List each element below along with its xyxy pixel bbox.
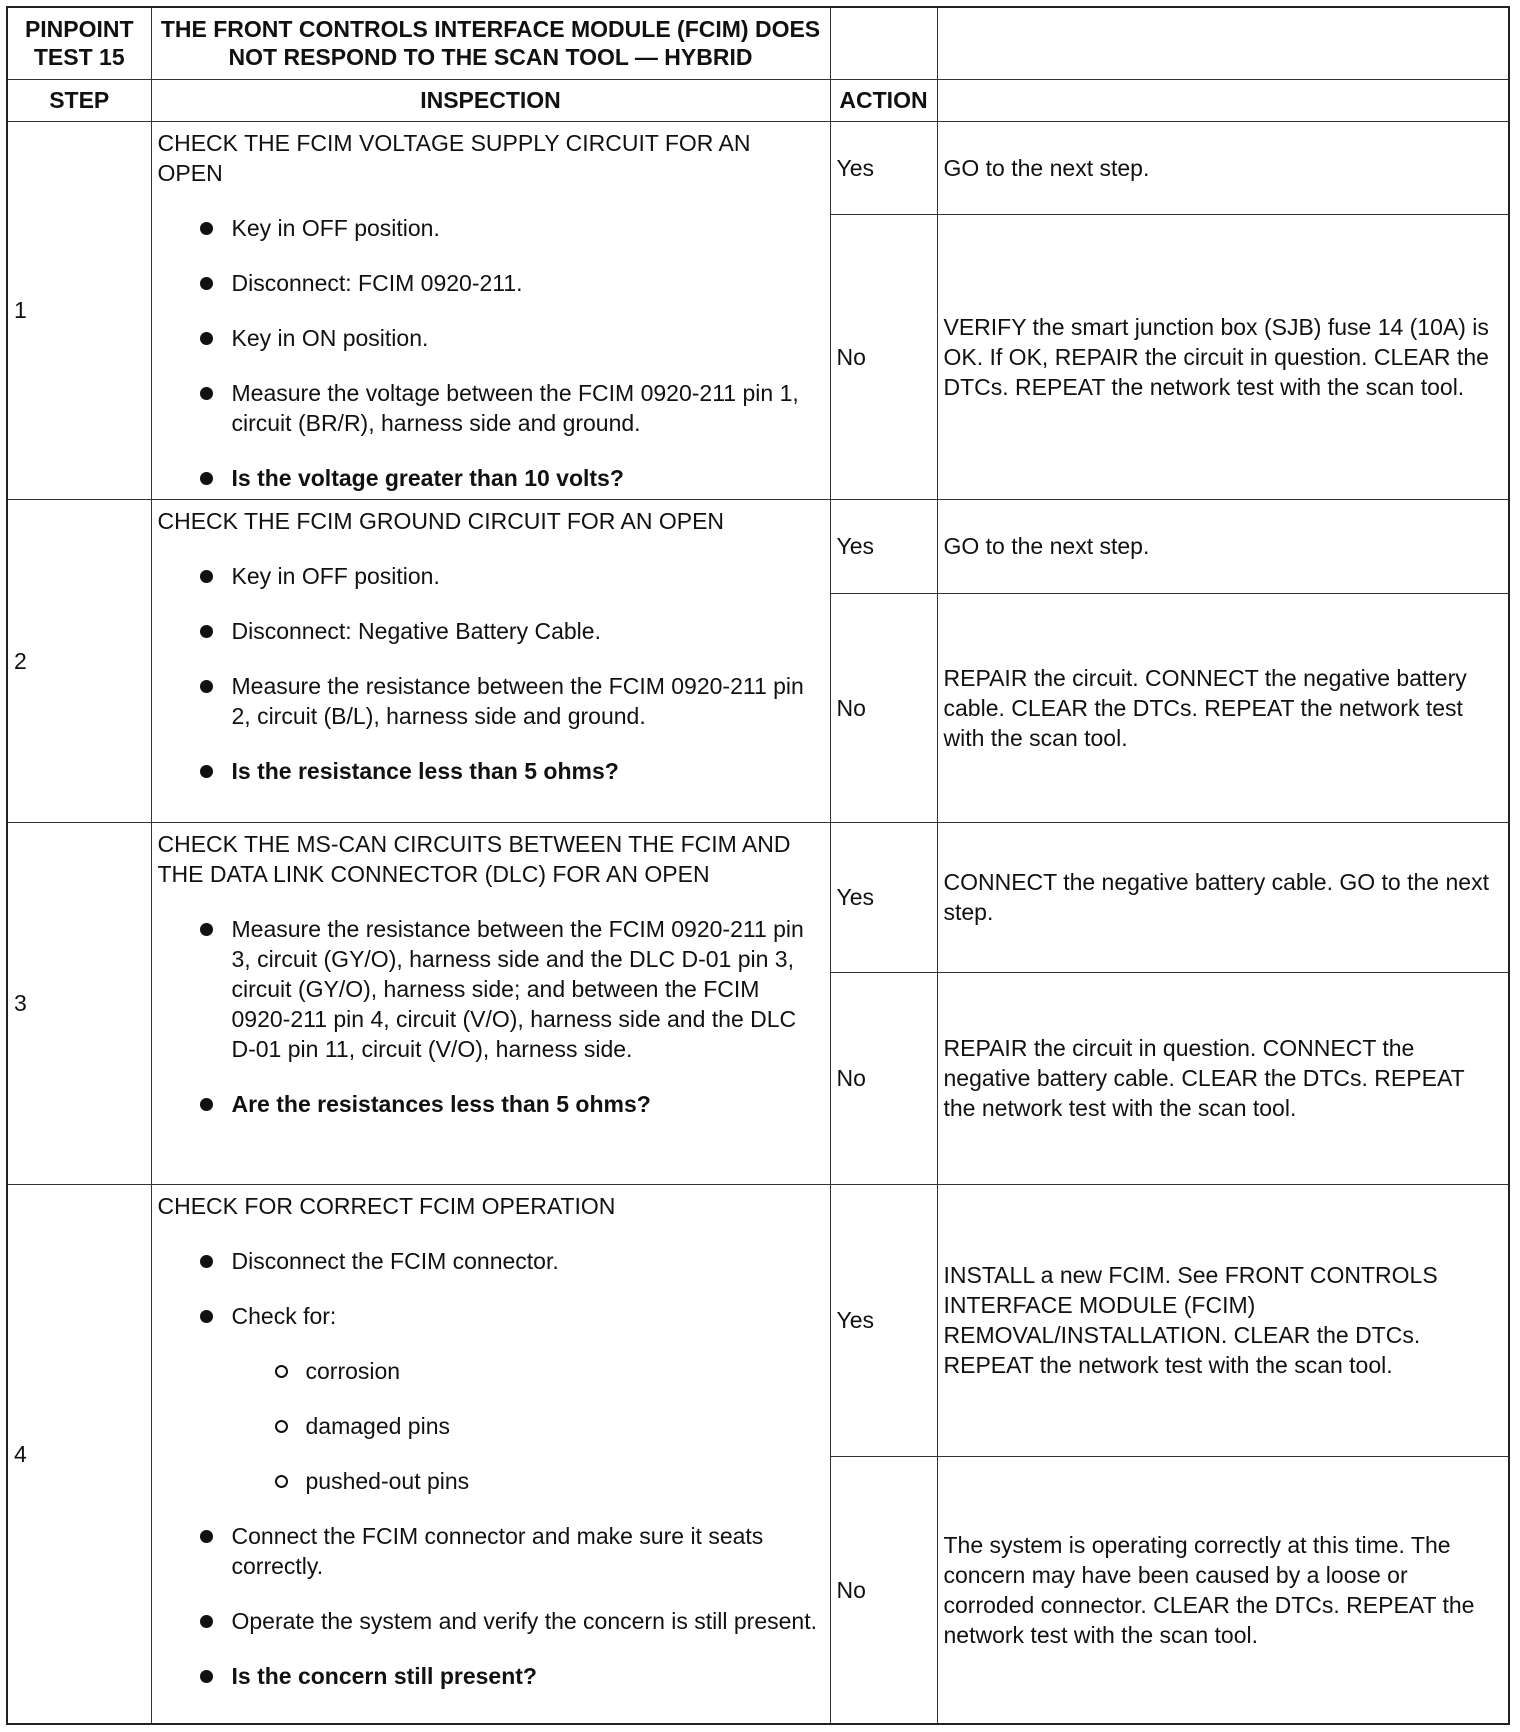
step-title: CHECK THE FCIM VOLTAGE SUPPLY CIRCUIT FOR AN OPEN <box>157 129 751 186</box>
step-1-inspection <box>151 121 830 499</box>
step-number: 3 <box>7 822 151 1184</box>
column-header-row <box>7 79 1509 121</box>
pinpoint-test-table <box>6 6 1510 1725</box>
hollow-bullet-icon <box>275 1475 288 1488</box>
bullet-icon <box>200 1310 213 1323</box>
action-yes: GO to the next step. <box>937 121 1509 214</box>
bullet-item: Disconnect: Negative Battery Cable. <box>158 616 820 646</box>
bullet-icon <box>200 222 213 235</box>
bullet-icon <box>200 1530 213 1543</box>
column-header-step: STEP <box>7 79 151 121</box>
test-label: PINPOINT TEST 15 <box>7 7 151 79</box>
column-header-inspection: INSPECTION <box>151 79 830 121</box>
bullet-item: Key in OFF position. <box>158 561 820 591</box>
sub-bullet-item: pushed-out pins <box>158 1466 820 1496</box>
bullet-icon <box>200 625 213 638</box>
answer-yes: Yes <box>830 822 937 972</box>
bullet-item: Key in ON position. <box>158 323 820 353</box>
step-4-inspection <box>151 1184 830 1724</box>
action-no: The system is operating correctly at this time. The concern may have been caused by a loose or corroded connector. CLEAR the DTCs. REPEAT the network test with the scan tool. <box>937 1456 1509 1724</box>
step-question: Are the resistances less than 5 ohms? <box>158 1089 820 1119</box>
bullet-icon <box>200 1615 213 1628</box>
step-4-yes-row <box>7 1184 1509 1456</box>
action-yes: GO to the next step. <box>937 499 1509 593</box>
step-title: CHECK FOR CORRECT FCIM OPERATION <box>157 1192 616 1219</box>
bullet-icon <box>200 1098 213 1111</box>
bullet-icon <box>200 765 213 778</box>
step-question: Is the resistance less than 5 ohms? <box>158 756 820 786</box>
sub-bullet-item: damaged pins <box>158 1411 820 1441</box>
step-number: 4 <box>7 1184 151 1724</box>
step-3-inspection <box>151 822 830 1184</box>
action-no: REPAIR the circuit in question. CONNECT the negative battery cable. CLEAR the DTCs. REPEAT the network test with the scan tool. <box>937 972 1509 1184</box>
step-2-inspection <box>151 499 830 822</box>
step-1-yes-row <box>7 121 1509 214</box>
bullet-item: Check for: <box>158 1301 820 1331</box>
bullet-icon <box>200 387 213 400</box>
bullet-item: Disconnect: FCIM 0920-211. <box>158 268 820 298</box>
hollow-bullet-icon <box>275 1365 288 1378</box>
step-title: CHECK THE MS-CAN CIRCUITS BETWEEN THE FCIM AND THE DATA LINK CONNECTOR (DLC) FOR AN OPEN <box>157 830 791 887</box>
header-blank-cell <box>937 79 1509 121</box>
title-row <box>7 7 1509 79</box>
action-no: VERIFY the smart junction box (SJB) fuse 14 (10A) is OK. If OK, REPAIR the circuit in question. CLEAR the DTCs. REPEAT the network test with the scan tool. <box>937 214 1509 499</box>
step-3-yes-row <box>7 822 1509 972</box>
bullet-icon <box>200 680 213 693</box>
answer-no: No <box>830 1456 937 1724</box>
step-question: Is the voltage greater than 10 volts? <box>158 463 820 493</box>
sub-bullet-item: corrosion <box>158 1356 820 1386</box>
step-number: 2 <box>7 499 151 822</box>
answer-yes: Yes <box>830 499 937 593</box>
bullet-item: Operate the system and verify the concern is still present. <box>158 1606 820 1636</box>
action-yes: INSTALL a new FCIM. See FRONT CONTROLS INTERFACE MODULE (FCIM) REMOVAL/INSTALLATION. CLEAR the DTCs. REPEAT the network test with the scan tool. <box>937 1184 1509 1456</box>
title-blank-cell <box>830 7 937 79</box>
bullet-icon <box>200 570 213 583</box>
bullet-icon <box>200 472 213 485</box>
action-no: REPAIR the circuit. CONNECT the negative battery cable. CLEAR the DTCs. REPEAT the network test with the scan tool. <box>937 593 1509 822</box>
bullet-icon <box>200 277 213 290</box>
bullet-item: Key in OFF position. <box>158 213 820 243</box>
hollow-bullet-icon <box>275 1420 288 1433</box>
bullet-item: Connect the FCIM connector and make sure it seats correctly. <box>158 1521 820 1581</box>
answer-no: No <box>830 972 937 1184</box>
bullet-icon <box>200 923 213 936</box>
test-title: THE FRONT CONTROLS INTERFACE MODULE (FCIM) DOES NOT RESPOND TO THE SCAN TOOL — HYBRID <box>151 7 830 79</box>
action-yes: CONNECT the negative battery cable. GO to the next step. <box>937 822 1509 972</box>
answer-yes: Yes <box>830 121 937 214</box>
bullet-item: Measure the resistance between the FCIM 0920-211 pin 3, circuit (GY/O), harness side and the DLC D-01 pin 3, circuit (GY/O), harness side; and between the FCIM 0920-211 pin 4, circuit (V/O), harness side and the DLC D-01 pin 11, circuit (V/O), harness side. <box>158 914 820 1064</box>
answer-no: No <box>830 214 937 499</box>
bullet-icon <box>200 1670 213 1683</box>
step-question: Is the concern still present? <box>158 1661 820 1691</box>
bullet-icon <box>200 1255 213 1268</box>
bullet-item: Measure the voltage between the FCIM 0920-211 pin 1, circuit (BR/R), harness side and ground. <box>158 378 820 438</box>
step-number: 1 <box>7 121 151 499</box>
answer-yes: Yes <box>830 1184 937 1456</box>
answer-no: No <box>830 593 937 822</box>
bullet-item: Measure the resistance between the FCIM 0920-211 pin 2, circuit (B/L), harness side and ground. <box>158 671 820 731</box>
step-title: CHECK THE FCIM GROUND CIRCUIT FOR AN OPEN <box>157 507 725 534</box>
column-header-action: ACTION <box>830 79 937 121</box>
step-2-yes-row <box>7 499 1509 593</box>
bullet-item: Disconnect the FCIM connector. <box>158 1246 820 1276</box>
bullet-icon <box>200 332 213 345</box>
title-blank-cell <box>937 7 1509 79</box>
